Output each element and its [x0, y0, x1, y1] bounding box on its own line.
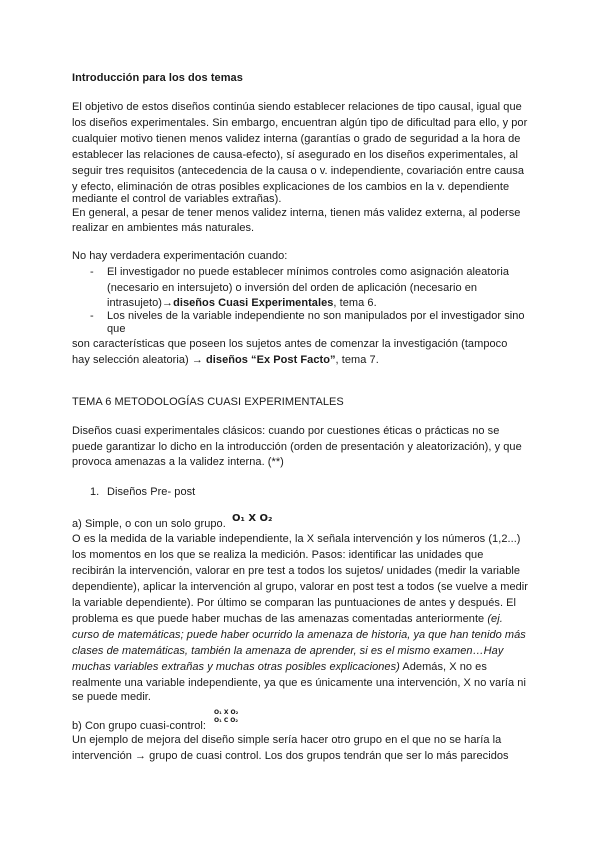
intro-p2-line: En general, a pesar de tener menos validez interna, tienen más validez externa, al poderse: [72, 207, 521, 219]
after-bullets-line-2: [72, 353, 379, 367]
subsection-b-label: b) Con grupo cuasi-control:: [72, 720, 207, 732]
subsection-a-tail-line: se puede medir.: [72, 691, 152, 703]
subsection-a-tail-line: realmente una variable independiente, ya que es únicamente una intervención, X no varía ni: [72, 677, 526, 689]
subsection-a-italic-line: clases de matemáticas, también la amenaza de aprender, si es el mismo examen…Hay: [72, 645, 504, 657]
bullet2-line: que: [107, 323, 126, 335]
subsection-a-line: los momentos en los que se realiza la medición. Pasos: identificar las unidades que: [72, 549, 484, 561]
after-bullets-2-pre: hay selección aleatoria) →: [72, 354, 207, 366]
intro-p1-line: los diseños experimentales. Sin embargo, encuentran algún tipo de dificultad para ello, y por: [72, 117, 528, 129]
intro-p2-line: realizar en ambientes más naturales.: [72, 222, 255, 234]
subsection-a-label: a) Simple, o con un solo grupo.: [72, 518, 226, 530]
formula-control-row1: O₁ X O₂: [214, 709, 239, 716]
tema6-p1-line: Diseños cuasi experimentales clásicos: cuando por cuestiones éticas o prácticas no se: [72, 425, 500, 437]
tema6-title: TEMA 6 METODOLOGÍAS CUASI EXPERIMENTALES: [72, 396, 344, 408]
subsection-b-line: intervención → grupo de cuasi control. Los dos grupos tendrán que ser lo más parecidos: [72, 750, 509, 762]
list-item-pre-post: Diseños Pre- post: [107, 486, 196, 498]
bullet1-line-end: [107, 296, 377, 310]
subsection-b-line: Un ejemplo de mejora del diseño simple sería hacer otro grupo en el que no se haría la: [72, 734, 502, 746]
after-bullets-2-post: , tema 7.: [335, 354, 379, 366]
subsection-a-line-9: [72, 660, 487, 674]
bullet1-line: (necesario en intersujeto) o inversión del orden de aplicación (necesario en: [107, 282, 478, 294]
a-line9-italic: muchas variables extrañas y muchas otras posibles explicaciones): [72, 661, 400, 673]
after-bullets-2-bold: diseños “Ex Post Facto”: [206, 354, 336, 366]
a-line6-pre: problema es que puede haber muchas de las amenazas comentadas anteriormente: [72, 613, 488, 625]
intro-heading: Introducción para los dos temas: [72, 72, 243, 84]
list-number: 1.: [90, 486, 100, 498]
subsection-a-italic-line: curso de matemáticas; puede haber ocurrido la amenaza de historia, ya que han tenido más: [72, 629, 526, 641]
subsection-a-line: recibirán la intervención, valorar en pre test a todos los sujetos/ unidades (medir la variable: [72, 565, 521, 577]
bullet1-end-pre: intrasujeto): [107, 297, 163, 309]
bullet-dash: -: [90, 310, 94, 322]
intro-p1-line: establecer las relaciones de causa-efecto), sí asegurado en los diseños experimentales, al: [72, 149, 518, 161]
bullet1-end-bold: →diseños Cuasi Experimentales: [162, 297, 334, 309]
intro-p1-line: y efecto, eliminación de otras posibles explicaciones de los cambios en la v. dependiente: [72, 181, 510, 193]
after-bullets-line: son características que poseen los sujetos antes de comenzar la investigación (tampoco: [72, 338, 508, 350]
tema6-p1-line: provoca amenazas a la validez interna. (**): [72, 456, 284, 468]
formula-simple: O₁ X O₂: [232, 513, 273, 524]
intro-p1-line: El objetivo de estos diseños continúa siendo establecer relaciones de tipo causal, igual que: [72, 101, 522, 113]
bullet-dash: -: [90, 266, 94, 278]
subsection-a-line: la variable dependiente). Por último se comparan las puntuaciones de antes y después. El: [72, 597, 517, 609]
a-line6-italic: (ej.: [487, 613, 503, 625]
intro-p1-line: mediante el control de variables extrañas).: [72, 193, 282, 205]
intro-p1-line: seguir tres requisitos (antecedencia de la causa o v. independiente, covariación entre causa: [72, 165, 525, 177]
bullet1-line: El investigador no puede establecer mínimos controles como asignación aleatoria: [107, 266, 510, 278]
formula-control-row2: O₁ C O₂: [214, 717, 239, 724]
subsection-a-line: O es la medida de la variable independiente, la X señala intervención y los números (1,2...): [72, 533, 521, 545]
tema6-p1-line: puede garantizar lo dicho en la introducción (orden de presentación y aleatorización), y que: [72, 441, 522, 453]
bullet2-line: Los niveles de la variable independiente no son manipulados por el investigador sino: [107, 310, 525, 322]
no-experiment-intro: No hay verdadera experimentación cuando:: [72, 250, 288, 262]
a-line9-post: Además, X no es: [399, 661, 487, 673]
bullet1-end-post: , tema 6.: [333, 297, 377, 309]
subsection-a-line: dependiente), aplicar la intervención al grupo, valorar en post test a todos (se vuelve a medir: [72, 581, 529, 593]
intro-p1-line: cualquier motivo tienen menos validez interna (garantías o grado de seguridad a la hora de: [72, 133, 521, 145]
subsection-a-line-6: [72, 612, 503, 626]
